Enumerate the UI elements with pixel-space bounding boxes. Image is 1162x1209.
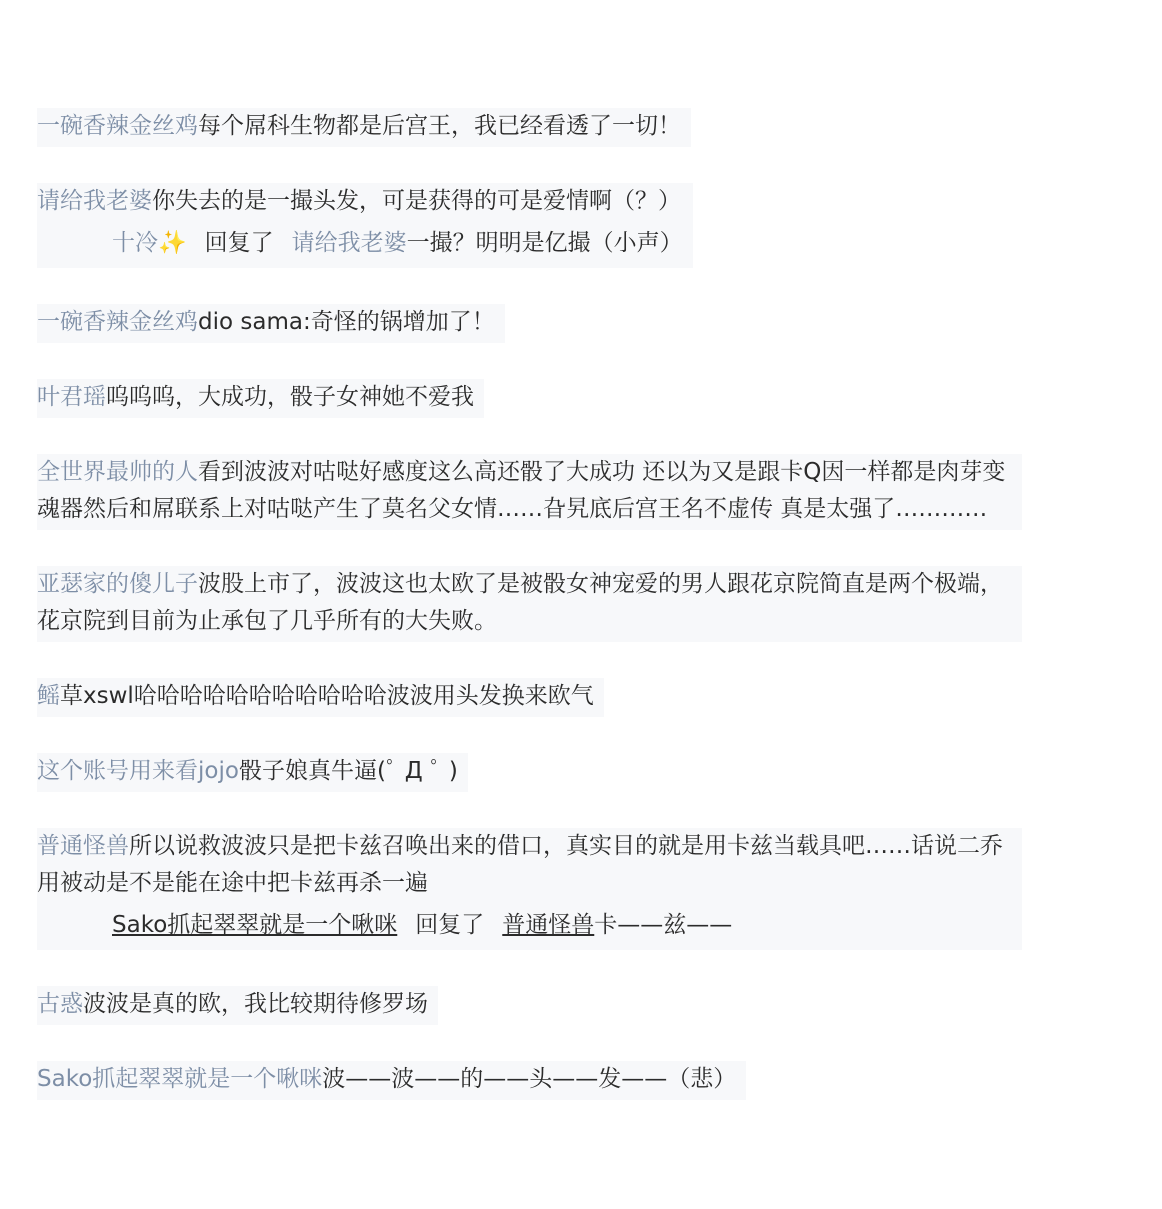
reply-from-user[interactable]: 十冷 (112, 230, 158, 256)
comment-item (37, 108, 691, 147)
reply-to-user[interactable]: 普通怪兽 (502, 912, 595, 938)
comment-username[interactable]: 叶君瑶 (37, 384, 106, 410)
comment-item (37, 1061, 746, 1100)
comment-username[interactable]: 鳐 (37, 683, 60, 709)
comment-username[interactable]: 全世界最帅的人 (37, 459, 198, 485)
reply-line (37, 902, 1012, 948)
comment-item (37, 379, 484, 418)
comment-text: 波波是真的欧，我比较期待修罗场 (83, 991, 428, 1017)
sparkle-icon: ✨ (158, 230, 187, 256)
comment-username[interactable]: 古惑 (37, 991, 83, 1017)
replied-label: 回复了 (204, 230, 274, 256)
comment-username[interactable]: 亚瑟家的傻儿子 (37, 571, 198, 597)
comment-item (37, 753, 468, 792)
comment-text: 波——波——的——头——发——（悲） (322, 1066, 737, 1092)
reply-text: 一撮？明明是亿撮（小声） (406, 230, 683, 256)
comment-item (37, 183, 693, 268)
reply-to-user[interactable]: 请给我老婆 (291, 230, 407, 256)
comment-text: 呜呜呜，大成功，骰子女神她不爱我 (106, 384, 474, 410)
comment-text: 所以说救波波只是把卡兹召唤出来的借口，真实目的就是用卡兹当载具吧……话说二乔用被动是不是能在途中把卡兹再杀一遍 (37, 833, 1003, 896)
comment-username[interactable]: 请给我老婆 (37, 188, 152, 214)
comment-username[interactable]: 普通怪兽 (37, 833, 129, 859)
comment-text: dio sama:奇怪的锅增加了！ (198, 309, 495, 335)
comment-text: 骰子娘真牛逼(ﾟ Д ﾟ ) (238, 758, 458, 784)
reply-text: 卡——兹—— (594, 912, 733, 938)
comment-text: 草xswl哈哈哈哈哈哈哈哈哈哈哈波波用头发换来欧气 (60, 683, 594, 709)
comment-feed (37, 108, 1022, 1136)
comment-text: 波股上市了，波波这也太欧了是被骰女神宠爱的男人跟花京院简直是两个极端，花京院到目前为止承包了几乎所有的大失败。 (37, 571, 1003, 634)
comment-text: 你失去的是一撮头发，可是获得的可是爱情啊（？） (152, 188, 681, 214)
comment-text: 每个屌科生物都是后宫王，我已经看透了一切！ (198, 113, 681, 139)
comment-username[interactable]: 一碗香辣金丝鸡 (37, 113, 198, 139)
comment-username[interactable]: Sako抓起翠翠就是一个啾咪 (37, 1066, 323, 1092)
reply-from-user[interactable]: Sako抓起翠翠就是一个啾咪 (112, 912, 398, 938)
comment-item (37, 678, 604, 717)
comment-item (37, 566, 1022, 642)
comment-item (37, 454, 1022, 530)
comment-username[interactable]: 这个账号用来看jojo (37, 758, 239, 784)
reply-line (37, 220, 683, 266)
comment-username[interactable]: 一碗香辣金丝鸡 (37, 309, 198, 335)
comment-item (37, 828, 1022, 950)
replied-label: 回复了 (415, 912, 485, 938)
comment-item (37, 304, 505, 343)
comment-text: 看到波波对咕哒好感度这么高还骰了大成功 还以为又是跟卡Q因一样都是肉芽变魂器然后和屌联系上对咕哒产生了莫名父女情……旮旯底后宫王名不虚传 真是太强了………… (37, 459, 1006, 522)
comment-item (37, 986, 438, 1025)
